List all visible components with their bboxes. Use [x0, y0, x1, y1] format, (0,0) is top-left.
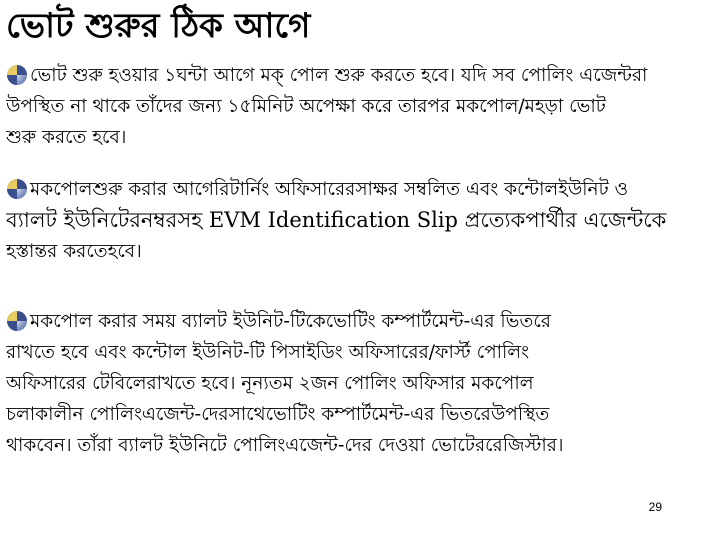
bullet-line: মকপোলশুরু করার আগেরিটার্নিং অফিসারেরসাক্ষর সম্বলিত এবং কন্টোলইউনিট ও [30, 179, 629, 200]
sphere-bullet-icon [6, 64, 28, 86]
bullet-line: হস্তান্তর করতেহবে। [6, 241, 142, 262]
sphere-bullet-icon [6, 310, 28, 332]
bullet-line: চলাকালীন পোলিংএজেন্ট-দেরসাথেভোটিং কম্পার্টমেন্ট-এর ভিতরেউপস্থিত [6, 404, 550, 425]
slide-title: ভোট শুরুর ঠিক আগে [6, 6, 311, 46]
bullet-line: থাকবেন। তাঁরা ব্যালট ইউনিটে পোলিংএজেন্ট-দের দেওয়া ভোটেররেজিস্টার। [6, 435, 564, 456]
sphere-bullet-icon [6, 178, 28, 200]
bullet-line: মকপোল করার সময় ব্যালট ইউনিট-টিকেভোটিং কম্পার্টমেন্ট-এর ভিতরে [30, 311, 551, 332]
bullet-line: ব্যালট ইউনিটেরনম্বরসহ EVM Identification Slip প্রত্যেকপার্থীর এজেন্টকে [6, 208, 667, 232]
bullet-item [6, 306, 720, 461]
bullet-line: শুরু করতে হবে। [6, 127, 127, 148]
bullet-item [6, 174, 720, 267]
bullet-line: রাখতে হবে এবং কন্টোল ইউনিট-টি পিসাইডিং অফিসারের/ফার্স্ট পোলিং [6, 342, 530, 363]
bullet-line: উপস্থিত না থাকে তাঁদের জন্য ১৫মিনিট অপেক্ষা করে তারপর মকপোল/মহড়া ভোট [6, 96, 606, 117]
page-number: 29 [648, 500, 662, 514]
bullet-item [6, 60, 720, 153]
bullet-line: ভোট শুরু হওয়ার ১ঘন্টা আগে মক্ পোল শুরু করতে হবে। যদি সব পোলিং এজেন্টরা [30, 65, 648, 86]
bullet-line: অফিসারের টেবিলেরাখতে হবে। নূন্যতম ২জন পোলিং অফিসার মকপোল [6, 373, 534, 394]
